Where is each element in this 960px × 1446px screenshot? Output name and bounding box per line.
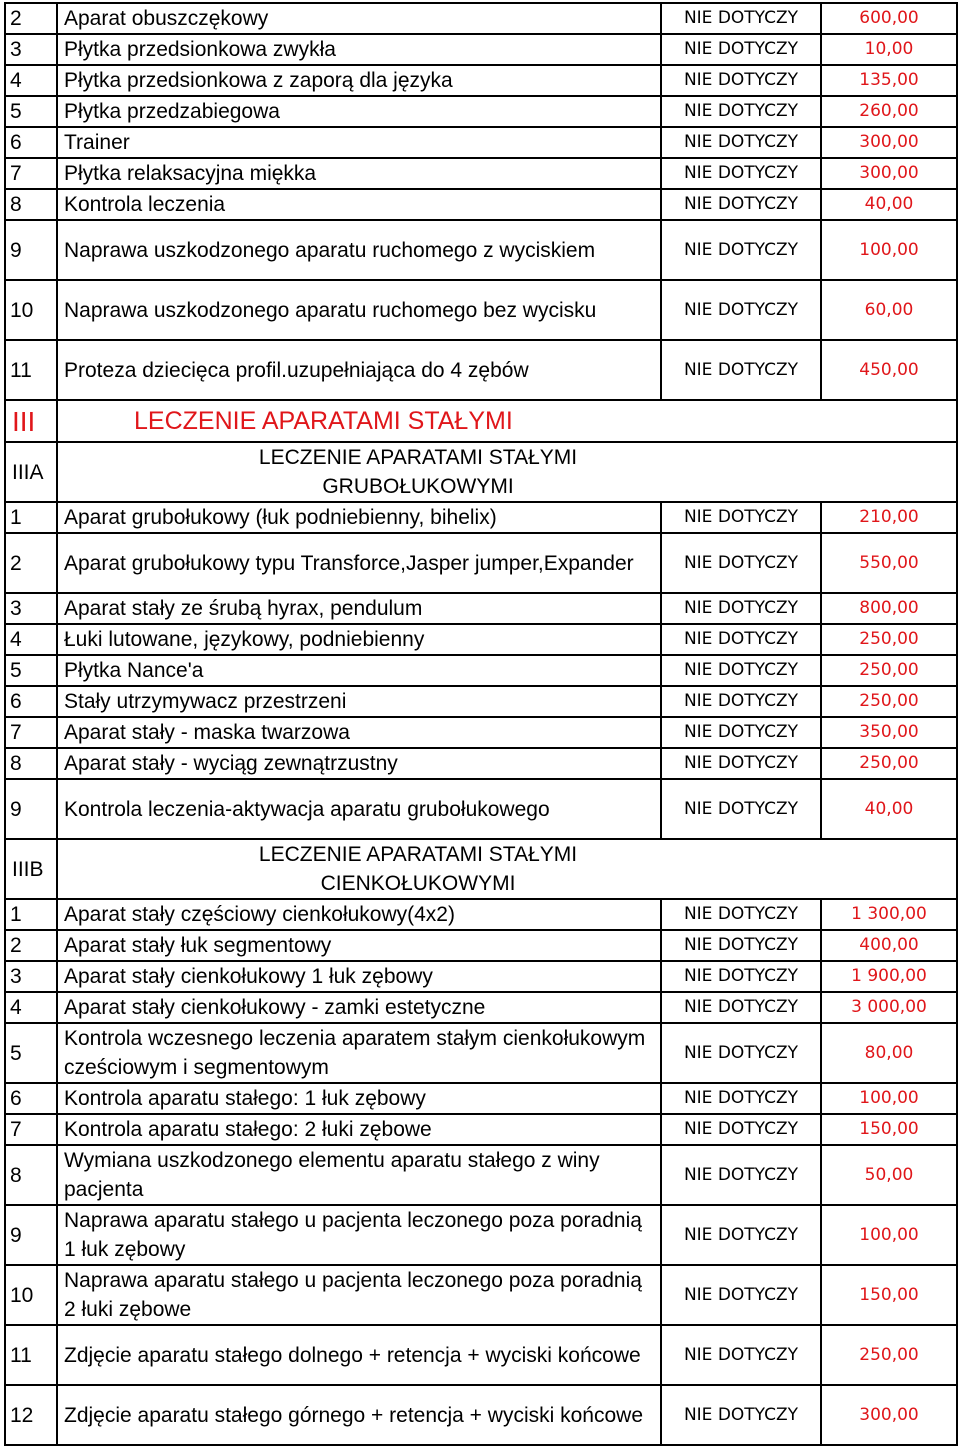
applicability: NIE DOTYCZY: [661, 65, 821, 96]
service-name: Trainer: [57, 127, 661, 158]
price: 250,00: [821, 748, 957, 779]
applicability: NIE DOTYCZY: [661, 717, 821, 748]
price: 150,00: [821, 1265, 957, 1325]
applicability: NIE DOTYCZY: [661, 3, 821, 34]
table-row: [5, 748, 957, 779]
service-name: Kontrola wczesnego leczenia aparatem stałym cienkołukowym cześciowym i segmentowym: [57, 1023, 661, 1083]
price: 135,00: [821, 65, 957, 96]
price: 150,00: [821, 1114, 957, 1145]
applicability: NIE DOTYCZY: [661, 748, 821, 779]
price: 300,00: [821, 127, 957, 158]
table-row: [5, 127, 957, 158]
row-number: 12: [5, 1385, 57, 1445]
price: 800,00: [821, 593, 957, 624]
row-number: 5: [5, 655, 57, 686]
row-number: 1: [5, 899, 57, 930]
applicability: NIE DOTYCZY: [661, 961, 821, 992]
price: 250,00: [821, 686, 957, 717]
price: 10,00: [821, 34, 957, 65]
applicability: NIE DOTYCZY: [661, 502, 821, 533]
section-header-row: [5, 400, 957, 442]
row-number: 6: [5, 1083, 57, 1114]
price: 450,00: [821, 340, 957, 400]
price: 100,00: [821, 220, 957, 280]
subsection-title-text: LECZENIE APARATAMI STAŁYMI GRUBOŁUKOWYMI: [258, 446, 578, 498]
row-number: 3: [5, 34, 57, 65]
table-row: [5, 34, 957, 65]
row-number: 8: [5, 748, 57, 779]
applicability: NIE DOTYCZY: [661, 1385, 821, 1445]
table-row: [5, 340, 957, 400]
row-number: 3: [5, 961, 57, 992]
subsection-header-row: [5, 442, 957, 502]
table-row: [5, 158, 957, 189]
price: 40,00: [821, 779, 957, 839]
table-row: [5, 1023, 957, 1083]
service-name: Kontrola aparatu stałego: 1 łuk zębowy: [57, 1083, 661, 1114]
subsection-number: IIIA: [5, 442, 57, 502]
table-row: [5, 1385, 957, 1445]
price-list-table: [4, 2, 958, 1446]
row-number: 8: [5, 1145, 57, 1205]
subsection-header-row: [5, 839, 957, 899]
section-title: LECZENIE APARATAMI STAŁYMI: [57, 400, 957, 442]
service-name: Stały utrzymywacz przestrzeni: [57, 686, 661, 717]
applicability: NIE DOTYCZY: [661, 593, 821, 624]
price: 250,00: [821, 1325, 957, 1385]
row-number: 7: [5, 717, 57, 748]
service-name: Płytka przedzabiegowa: [57, 96, 661, 127]
row-number: 11: [5, 340, 57, 400]
price: 600,00: [821, 3, 957, 34]
service-name: Kontrola aparatu stałego: 2 łuki zębowe: [57, 1114, 661, 1145]
service-name: Płytka przedsionkowa zwykła: [57, 34, 661, 65]
row-number: 4: [5, 992, 57, 1023]
price: 1 300,00: [821, 899, 957, 930]
service-name: Aparat obuszczękowy: [57, 3, 661, 34]
service-name: Łuki lutowane, językowy, podniebienny: [57, 624, 661, 655]
table-row: [5, 992, 957, 1023]
row-number: 5: [5, 96, 57, 127]
applicability: NIE DOTYCZY: [661, 655, 821, 686]
table-row: [5, 502, 957, 533]
service-name: Aparat stały częściowy cienkołukowy(4x2): [57, 899, 661, 930]
price: 350,00: [821, 717, 957, 748]
subsection-title: [57, 442, 957, 502]
price: 100,00: [821, 1205, 957, 1265]
row-number: 1: [5, 502, 57, 533]
table-row: [5, 686, 957, 717]
applicability: NIE DOTYCZY: [661, 280, 821, 340]
table-row: [5, 930, 957, 961]
price: 60,00: [821, 280, 957, 340]
table-row: [5, 1083, 957, 1114]
price: 210,00: [821, 502, 957, 533]
row-number: 6: [5, 686, 57, 717]
service-name: Aparat grubołukowy (łuk podniebienny, bihelix): [57, 502, 661, 533]
row-number: 6: [5, 127, 57, 158]
applicability: NIE DOTYCZY: [661, 189, 821, 220]
service-name: Aparat stały cienkołukowy - zamki estetyczne: [57, 992, 661, 1023]
applicability: NIE DOTYCZY: [661, 992, 821, 1023]
row-number: 10: [5, 1265, 57, 1325]
service-name: Płytka przedsionkowa z zaporą dla języka: [57, 65, 661, 96]
price: 300,00: [821, 1385, 957, 1445]
applicability: NIE DOTYCZY: [661, 779, 821, 839]
service-name: Płytka relaksacyjna miękka: [57, 158, 661, 189]
service-name: Aparat stały - wyciąg zewnątrzustny: [57, 748, 661, 779]
row-number: 8: [5, 189, 57, 220]
row-number: 9: [5, 1205, 57, 1265]
service-name: Kontrola leczenia: [57, 189, 661, 220]
section-number: III: [5, 400, 57, 442]
price: 300,00: [821, 158, 957, 189]
table-row: [5, 3, 957, 34]
service-name: Aparat stały cienkołukowy 1 łuk zębowy: [57, 961, 661, 992]
service-name: Aparat stały łuk segmentowy: [57, 930, 661, 961]
applicability: NIE DOTYCZY: [661, 899, 821, 930]
row-number: 7: [5, 1114, 57, 1145]
applicability: NIE DOTYCZY: [661, 220, 821, 280]
applicability: NIE DOTYCZY: [661, 34, 821, 65]
table-row: [5, 1205, 957, 1265]
service-name: Naprawa uszkodzonego aparatu ruchomego z wyciskiem: [57, 220, 661, 280]
table-row: [5, 1145, 957, 1205]
service-name: Naprawa uszkodzonego aparatu ruchomego bez wycisku: [57, 280, 661, 340]
applicability: NIE DOTYCZY: [661, 930, 821, 961]
applicability: NIE DOTYCZY: [661, 158, 821, 189]
price: 550,00: [821, 533, 957, 593]
row-number: 11: [5, 1325, 57, 1385]
price: 50,00: [821, 1145, 957, 1205]
table-row: [5, 624, 957, 655]
table-row: [5, 220, 957, 280]
price: 1 900,00: [821, 961, 957, 992]
service-name: Proteza dziecięca profil.uzupełniająca do 4 zębów: [57, 340, 661, 400]
service-name: Wymiana uszkodzonego elementu aparatu stałego z winy pacjenta: [57, 1145, 661, 1205]
row-number: 7: [5, 158, 57, 189]
service-name: Kontrola leczenia-aktywacja aparatu grubołukowego: [57, 779, 661, 839]
price: 400,00: [821, 930, 957, 961]
price: 3 000,00: [821, 992, 957, 1023]
table-row: [5, 280, 957, 340]
applicability: NIE DOTYCZY: [661, 340, 821, 400]
row-number: 3: [5, 593, 57, 624]
service-name: Naprawa aparatu stałego u pacjenta leczonego poza poradnią 1 łuk zębowy: [57, 1205, 661, 1265]
row-number: 4: [5, 65, 57, 96]
applicability: NIE DOTYCZY: [661, 96, 821, 127]
row-number: 2: [5, 3, 57, 34]
table-row: [5, 717, 957, 748]
price: 100,00: [821, 1083, 957, 1114]
service-name: Zdjęcie aparatu stałego górnego + retencja + wyciski końcowe: [57, 1385, 661, 1445]
service-name: Aparat stały - maska twarzowa: [57, 717, 661, 748]
row-number: 9: [5, 779, 57, 839]
row-number: 2: [5, 533, 57, 593]
table-row: [5, 1114, 957, 1145]
table-row: [5, 655, 957, 686]
table-row: [5, 1325, 957, 1385]
service-name: Płytka Nance'a: [57, 655, 661, 686]
service-name: Aparat stały ze śrubą hyrax, pendulum: [57, 593, 661, 624]
applicability: NIE DOTYCZY: [661, 127, 821, 158]
applicability: NIE DOTYCZY: [661, 686, 821, 717]
subsection-title-text: LECZENIE APARATAMI STAŁYMI CIENKOŁUKOWYMI: [258, 843, 578, 895]
table-row: [5, 65, 957, 96]
applicability: NIE DOTYCZY: [661, 1023, 821, 1083]
applicability: NIE DOTYCZY: [661, 1114, 821, 1145]
price: 40,00: [821, 189, 957, 220]
table-row: [5, 189, 957, 220]
price: 250,00: [821, 655, 957, 686]
row-number: 9: [5, 220, 57, 280]
applicability: NIE DOTYCZY: [661, 1205, 821, 1265]
row-number: 5: [5, 1023, 57, 1083]
table-row: [5, 96, 957, 127]
applicability: NIE DOTYCZY: [661, 1325, 821, 1385]
row-number: 4: [5, 624, 57, 655]
service-name: Naprawa aparatu stałego u pacjenta leczonego poza poradnią 2 łuki zębowe: [57, 1265, 661, 1325]
row-number: 10: [5, 280, 57, 340]
applicability: NIE DOTYCZY: [661, 1083, 821, 1114]
applicability: NIE DOTYCZY: [661, 533, 821, 593]
subsection-number: IIIB: [5, 839, 57, 899]
table-row: [5, 593, 957, 624]
service-name: Zdjęcie aparatu stałego dolnego + retencja + wyciski końcowe: [57, 1325, 661, 1385]
row-number: 2: [5, 930, 57, 961]
price: 250,00: [821, 624, 957, 655]
service-name: Aparat grubołukowy typu Transforce,Jasper jumper,Expander: [57, 533, 661, 593]
price: 80,00: [821, 1023, 957, 1083]
price: 260,00: [821, 96, 957, 127]
table-row: [5, 1265, 957, 1325]
table-row: [5, 899, 957, 930]
table-row: [5, 779, 957, 839]
table-row: [5, 961, 957, 992]
table-row: [5, 533, 957, 593]
applicability: NIE DOTYCZY: [661, 624, 821, 655]
subsection-title: [57, 839, 957, 899]
applicability: NIE DOTYCZY: [661, 1265, 821, 1325]
applicability: NIE DOTYCZY: [661, 1145, 821, 1205]
